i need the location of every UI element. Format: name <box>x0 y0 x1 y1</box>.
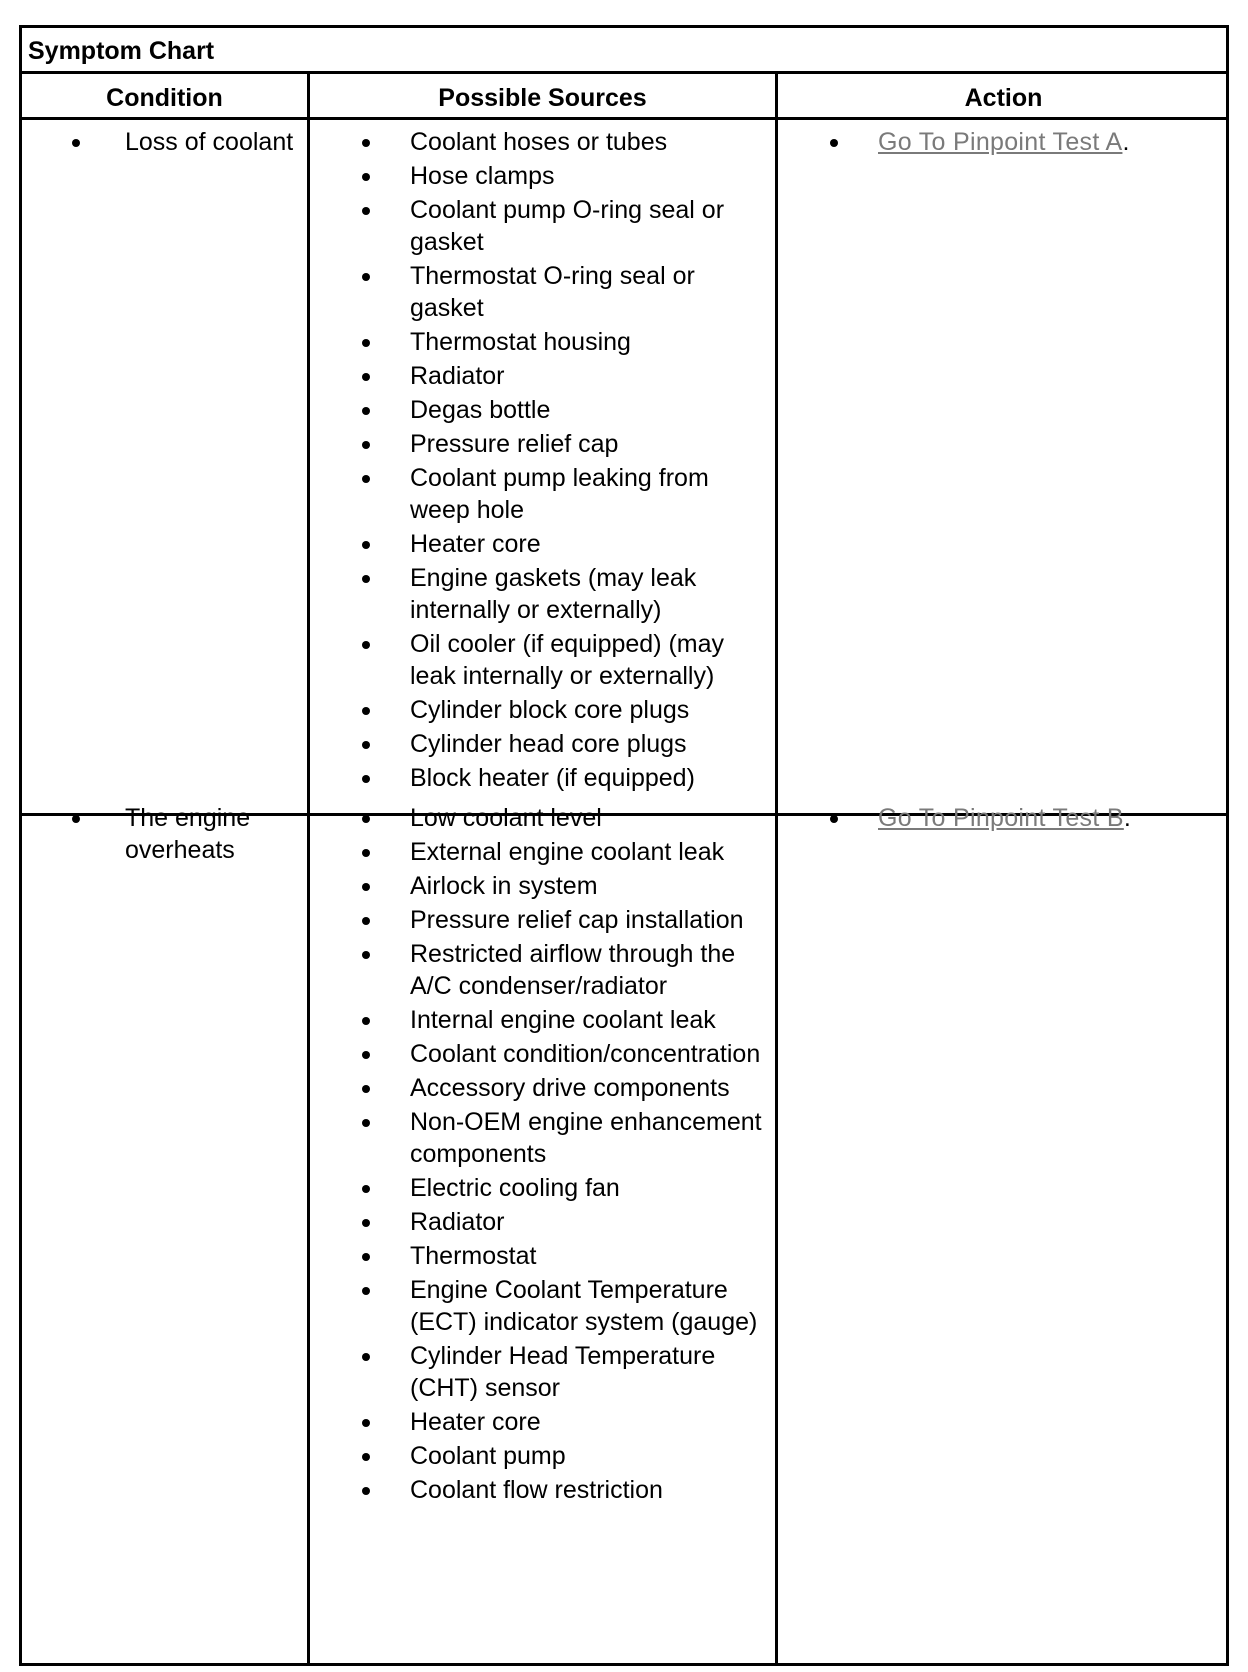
source-item-text: Internal engine coolant leak <box>410 1006 716 1034</box>
row-2-action-cell <box>830 802 1230 836</box>
bullet-icon <box>362 173 370 181</box>
bullet-icon <box>362 1119 370 1127</box>
list-item <box>362 1172 767 1204</box>
bullet-icon <box>362 575 370 583</box>
header-action: Action <box>964 84 1043 112</box>
bullet-icon <box>362 139 370 147</box>
bullet-icon <box>830 815 838 823</box>
bullet-icon <box>362 641 370 649</box>
list-item <box>362 160 767 192</box>
column-divider-2 <box>775 71 778 1666</box>
source-item-text: External engine coolant leak <box>410 838 725 866</box>
list-item <box>72 126 302 158</box>
list-item <box>362 1406 767 1438</box>
source-item-text: Coolant flow restriction <box>410 1476 663 1504</box>
bullet-icon <box>362 1185 370 1193</box>
bullet-icon <box>362 707 370 715</box>
source-item-text: Cylinder block core plugs <box>410 696 690 724</box>
list-item <box>362 870 767 902</box>
list-item <box>362 1340 767 1404</box>
bullet-icon <box>362 407 370 415</box>
list-item <box>362 428 767 460</box>
list-item <box>362 1206 767 1238</box>
bullet-icon <box>362 849 370 857</box>
bullet-icon <box>72 815 80 823</box>
list-item <box>362 1440 767 1472</box>
bullet-icon <box>362 441 370 449</box>
source-item-text: Radiator <box>410 362 505 390</box>
chart-title: Symptom Chart <box>28 37 215 65</box>
list-item <box>362 694 767 726</box>
source-item-text: Block heater (if equipped) <box>410 764 695 792</box>
list-item <box>362 126 767 158</box>
source-item-text: Engine Coolant Temperature (ECT) indicator system (gauge) <box>410 1276 758 1336</box>
sources-list <box>362 126 767 794</box>
source-item-text: Hose clamps <box>410 162 555 190</box>
list-item <box>362 1274 767 1338</box>
list-item <box>362 628 767 692</box>
source-item-text: Coolant hoses or tubes <box>410 128 668 156</box>
list-item <box>362 836 767 868</box>
list-item <box>362 1072 767 1104</box>
source-item-text: Thermostat O-ring seal or gasket <box>410 262 695 322</box>
source-item-text: Thermostat housing <box>410 328 631 356</box>
bullet-icon <box>362 373 370 381</box>
list-item <box>362 360 767 392</box>
bullet-icon <box>362 273 370 281</box>
source-item-text: Restricted airflow through the A/C condenser/radiator <box>410 940 736 1000</box>
source-item-text: Thermostat <box>410 1242 537 1270</box>
source-item-text: Cylinder head core plugs <box>410 730 687 758</box>
bullet-icon <box>362 917 370 925</box>
action-suffix: . <box>1122 128 1130 156</box>
source-item-text: Pressure relief cap <box>410 430 619 458</box>
source-item-text: Low coolant level <box>410 804 602 832</box>
bullet-icon <box>362 1219 370 1227</box>
column-divider-1 <box>307 71 310 1666</box>
list-item <box>362 194 767 258</box>
source-item-text: Oil cooler (if equipped) (may leak internally or externally) <box>410 630 725 690</box>
bullet-icon <box>362 541 370 549</box>
symptom-chart-table <box>19 25 1229 1666</box>
bullet-icon <box>362 883 370 891</box>
bullet-icon <box>362 1051 370 1059</box>
source-item-text: Pressure relief cap installation <box>410 906 744 934</box>
source-item-text: Heater core <box>410 530 541 558</box>
list-item <box>362 1474 767 1506</box>
source-item-text: Coolant pump leaking from weep hole <box>410 464 709 524</box>
list-item <box>362 462 767 526</box>
pinpoint-test-a-link[interactable]: Go To Pinpoint Test A <box>878 128 1123 156</box>
condition-list <box>72 126 302 158</box>
list-item <box>362 326 767 358</box>
header-divider <box>22 117 1226 120</box>
action-list <box>830 802 1230 834</box>
source-item-text: Accessory drive components <box>410 1074 730 1102</box>
action-suffix: . <box>1123 804 1131 832</box>
source-item-text: Airlock in system <box>410 872 598 900</box>
list-item <box>362 260 767 324</box>
row-1-condition-cell <box>72 126 302 160</box>
condition-text: Loss of coolant <box>125 128 294 156</box>
bullet-icon <box>362 1487 370 1495</box>
source-item-text: Non-OEM engine enhancement components <box>410 1108 762 1168</box>
bullet-icon <box>362 207 370 215</box>
list-item <box>362 802 767 834</box>
list-item <box>362 728 767 760</box>
source-item-text: Electric cooling fan <box>410 1174 620 1202</box>
list-item <box>830 126 1230 158</box>
source-item-text: Coolant condition/concentration <box>410 1040 761 1068</box>
list-item <box>362 1240 767 1272</box>
bullet-icon <box>362 1253 370 1261</box>
list-item <box>830 802 1230 834</box>
source-item-text: Radiator <box>410 1208 505 1236</box>
bullet-icon <box>362 475 370 483</box>
chart-title-row <box>22 28 1226 74</box>
bullet-icon <box>362 815 370 823</box>
pinpoint-test-b-link[interactable]: Go To Pinpoint Test B <box>878 804 1124 832</box>
list-item <box>362 762 767 794</box>
sources-list <box>362 802 767 1506</box>
list-item <box>362 562 767 626</box>
source-item-text: Coolant pump O-ring seal or gasket <box>410 196 725 256</box>
bullet-icon <box>72 139 80 147</box>
list-item <box>362 1106 767 1170</box>
list-item <box>362 1004 767 1036</box>
condition-list <box>72 802 302 866</box>
row-2-condition-cell <box>72 802 302 868</box>
bullet-icon <box>362 1085 370 1093</box>
row-1-action-cell <box>830 126 1230 160</box>
list-item <box>362 394 767 426</box>
bullet-icon <box>362 741 370 749</box>
bullet-icon <box>362 1287 370 1295</box>
bullet-icon <box>362 775 370 783</box>
bullet-icon <box>830 139 838 147</box>
bullet-icon <box>362 1453 370 1461</box>
list-item <box>72 802 302 866</box>
source-item-text: Cylinder Head Temperature (CHT) sensor <box>410 1342 716 1402</box>
action-list <box>830 126 1230 158</box>
bullet-icon <box>362 1419 370 1427</box>
row-2-sources-cell <box>362 802 767 1508</box>
source-item-text: Degas bottle <box>410 396 551 424</box>
source-item-text: Heater core <box>410 1408 541 1436</box>
bullet-icon <box>362 1353 370 1361</box>
row-1-sources-cell <box>362 126 767 796</box>
list-item <box>362 938 767 1002</box>
bullet-icon <box>362 1017 370 1025</box>
header-condition: Condition <box>106 84 223 112</box>
list-item <box>362 528 767 560</box>
bullet-icon <box>362 951 370 959</box>
condition-text: The engine overheats <box>125 804 251 864</box>
source-item-text: Coolant pump <box>410 1442 566 1470</box>
list-item <box>362 1038 767 1070</box>
bullet-icon <box>362 339 370 347</box>
header-possible-sources: Possible Sources <box>438 84 647 112</box>
source-item-text: Engine gaskets (may leak internally or externally) <box>410 564 697 624</box>
list-item <box>362 904 767 936</box>
